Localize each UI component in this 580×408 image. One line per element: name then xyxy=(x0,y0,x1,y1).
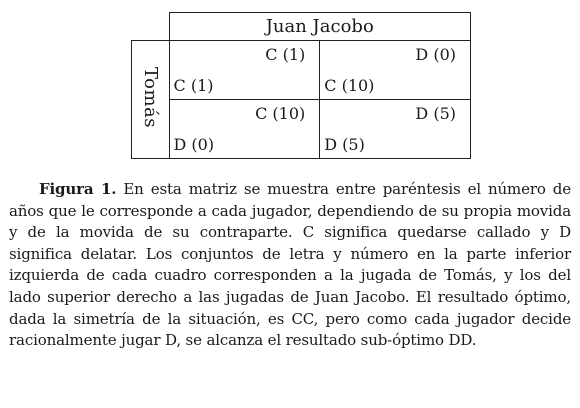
matrix-cell-cc xyxy=(169,41,320,100)
matrix-row xyxy=(132,41,471,100)
matrix-cell-dd xyxy=(320,100,471,159)
row-player-label: Tomás xyxy=(139,67,161,128)
column-player-payoff: D (5) xyxy=(415,104,456,123)
matrix-header-row xyxy=(132,13,471,41)
row-player-payoff: C (1) xyxy=(173,76,214,95)
row-player-payoff: D (0) xyxy=(173,135,215,154)
caption-text: En esta matriz se muestra entre paréntesis el número de años que le corresponde a cada jugador, dependiendo de su propia movida y de la movida de su contraparte. C significa quedarse callado y D significa delatar. Los conjuntos de letra y número en la parte inferior izquierda de cada cuadro corresponden a la jugada de Tomás, y los del lado superior derecho a las jugadas de Juan Jacobo. El resultado óptimo, dada la simetría de la situación, es CC, pero como cada jugador decide racionalmente jugar D, se alcanza el resultado sub-óptimo DD. xyxy=(9,180,571,350)
matrix-cell-dc xyxy=(169,100,320,159)
matrix-row xyxy=(132,100,471,159)
column-player-payoff: C (1) xyxy=(265,45,306,64)
row-player-payoff: C (10) xyxy=(324,76,375,95)
column-player-payoff: D (0) xyxy=(415,45,456,64)
column-player-payoff: C (10) xyxy=(255,104,306,123)
row-player-payoff: D (5) xyxy=(324,135,365,154)
column-player-label: Juan Jacobo xyxy=(169,13,471,41)
matrix-cell-cd xyxy=(320,41,471,100)
payoff-matrix xyxy=(131,12,471,159)
figure-caption xyxy=(9,179,571,352)
caption-label: Figura 1. xyxy=(39,180,117,198)
row-player-header xyxy=(132,41,170,159)
matrix-corner xyxy=(132,13,170,41)
